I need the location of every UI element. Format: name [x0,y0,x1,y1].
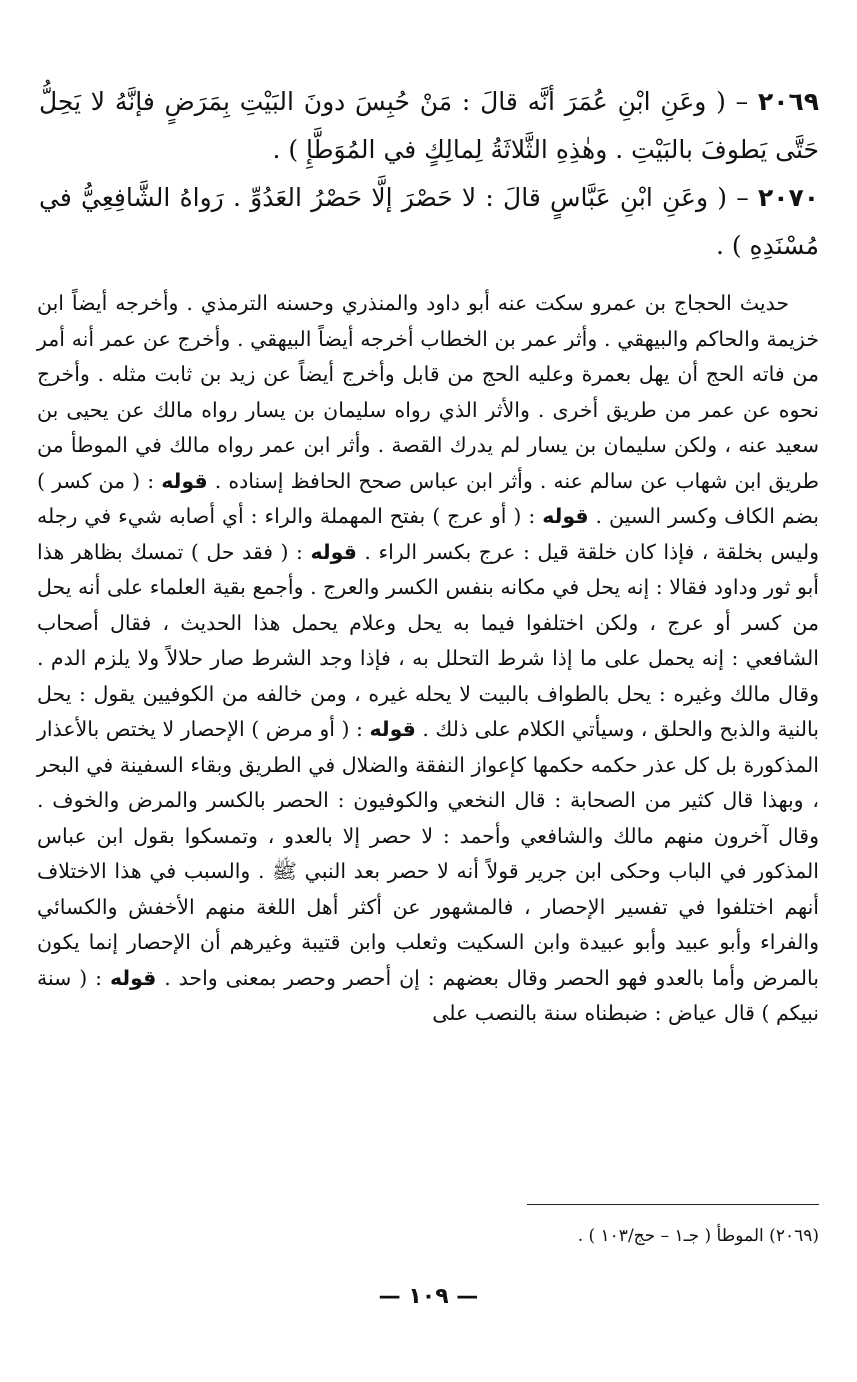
hadith-2069 [39,78,819,174]
hadith-number: ٢٠٦٩ [757,87,819,116]
commentary-text: : ( فقد حل ) تمسك بظاهر هذا أبو ثور وداود فقالا : إنه يحل في مكانه بنفس الكسر والعرج . وأجمع بقية العلماء على أنه يحل من كسر أو عرج ، ولكن اختلفوا فيما به يحل وعلام يحمل هذا الحديث ، فقال أصحاب الشافعي : إنه يحمل على ما إذا شرط التحلل به ، فإذا وجد الشرط صار حلالاً ولا يلزم الدم . وقال مالك وغيره : يحل بالطواف بالبيت لا يحله غيره ، ومن خالفه من الكوفيين يقول : يحل بالنية والذبح والحلق ، وسيأتي الكلام على ذلك . [37,539,819,741]
commentary-text: : ( سنة نبيكم ) قال عياض : ضبطناه سنة بالنصب على [37,965,819,1025]
qawluhu-keyword: قوله [161,468,208,493]
commentary-text: : ( أو مرض ) الإحصار لا يختص بالأعذار المذكورة بل كل عذر حكمه حكمها كإعواز النفقة والضلال في الطريق وبقاء السفينة في البحر ، وبهذا قال كثير من الصحابة : قال النخعي والكوفيون : الحصر بالكسر والمرض والخوف . وقال آخرون منهم مالك والشافعي وأحمد : لا حصر إلا بالعدو ، وتمسكوا بقول ابن عباس المذكور في الباب وحكى ابن جرير قولاً أنه لا حصر بعد النبي ﷺ . والسبب في هذا الاختلاف أنهم اختلفوا في تفسير الإحصار ، فالمشهور عن أكثر أهل اللغة منهم الأخفش والكسائي والفراء وأبو عبيد وأبو عبيدة وابن السكيت وثعلب وابن قتيبة وغيرهم أن الإحصار إنما يكون بالمرض وأما بالعدو فهو الحصر وقال بعضهم : إن أحصر وحصر بمعنى واحد . [37,717,819,990]
commentary-text: حديث الحجاج بن عمرو سكت عنه أبو داود والمنذري وحسنه الترمذي . وأخرجه أيضاً ابن خزيمة والحاكم والبيهقي . وأثر عمر بن الخطاب أخرجه أيضاً البيهقي . وأخرج عن عمر أنه أمر من فاته الحج أن يهل بعمرة وعليه الحج من قابل وأخرج أيضاً عن زيد بن ثابت مثله . وأخرج نحوه عن عمر من طريق أخرى . والأثر الذي رواه سليمان بن يسار رواه مالك عن يحيى بن سعيد عنه ، ولكن سليمان بن يسار لم يدرك القصة . وأثر ابن عمر رواه مالك في الموطأ من طريق ابن شهاب عن سالم عنه . وأثر ابن عباس صحح الحافظ إسناده . [37,291,819,493]
qawluhu-keyword: قوله [310,539,357,564]
commentary-text: : ( من كسر ) بضم الكاف وكسر السين . [37,468,819,528]
hadith-text: ( وعَنِ ابْنِ عَبَّاسٍ قالَ : لا حَصْرَ إلَّا حَصْرُ العَدُوِّ . رَواهُ الشَّافِعِيُّ في مُسْنَدِهِ ) . [39,183,819,260]
hadith-dash: – [725,87,749,116]
hadith-number: ٢٠٧٠ [757,183,820,212]
hadith-text: ( وعَنِ ابْنِ عُمَرَ أنَّه قالَ : مَنْ حُبِسَ دونَ البَيْتِ بِمَرَضٍ فإنَّهُ لا يَحِلُّ حَتَّى يَطوفَ بالبَيْتِ . وهٰذِهِ الثَّلاثَةُ لِمالِكٍ في المُوَطَّإِ ) . [39,87,819,164]
qawluhu-keyword: قوله [109,965,157,990]
footnote: (٢٠٦٩) الموطأ ( جـ١ – حج/١٠٣ ) . [577,1226,819,1246]
qawluhu-keyword: قوله [542,504,589,528]
hadith-dash: – [727,183,749,212]
commentary [37,286,819,1032]
footnote-divider [527,1204,819,1205]
hadith-2070 [39,174,819,270]
commentary-paragraph [37,286,819,1032]
commentary-text: : ( أو عرج ) بفتح المهملة والراء : أي أصابه شيء في رجله وليس بخلقة ، فإذا كان خلقة قيل : عرج بكسر الراء . [37,504,819,564]
qawluhu-keyword: قوله [369,717,416,741]
page-number: — ١٠٩ — [378,1284,479,1309]
